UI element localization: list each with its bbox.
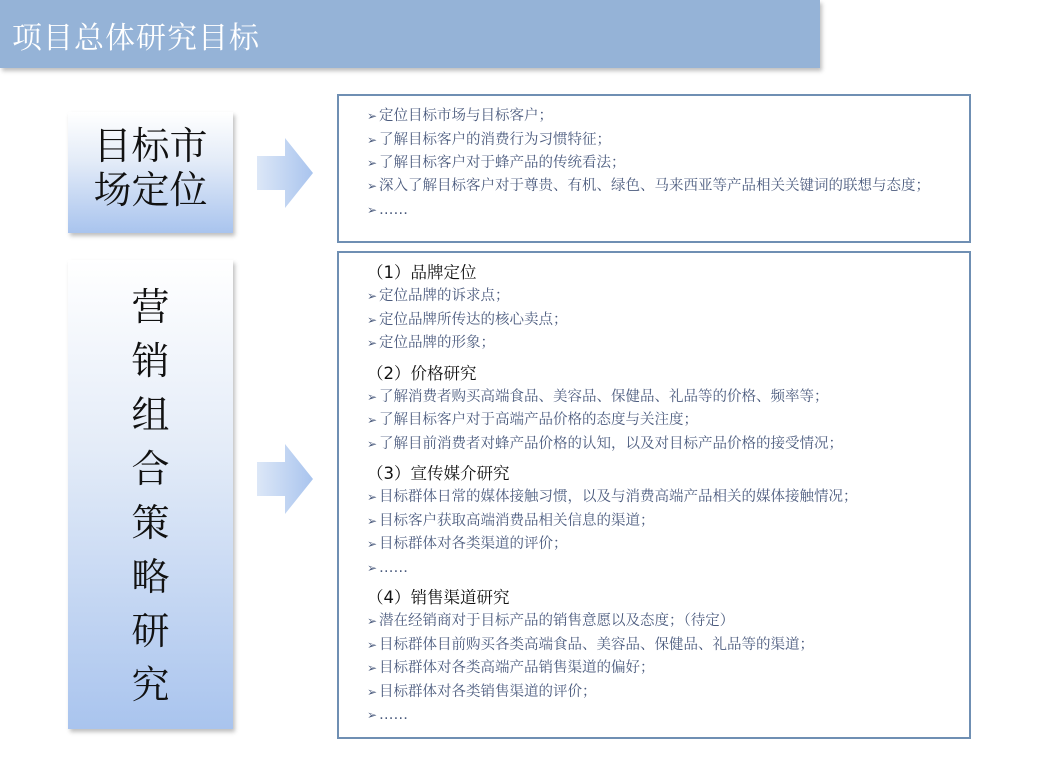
list-item: ➢ …… [367, 199, 959, 223]
marketing-mix-label [68, 260, 233, 729]
list-item: ➢ 了解目前消费者对蜂产品价格的认知，以及对目标产品价格的接受情况； [367, 433, 959, 457]
list-item: ➢ 潜在经销商对于目标产品的销售意愿以及态度；（待定） [367, 610, 959, 634]
marketing-mix-label-char: 组 [131, 393, 170, 437]
title-banner [0, 0, 820, 68]
list-item: ➢ 定位品牌的诉求点； [367, 285, 959, 309]
section-heading-brand: （1）品牌定位 [367, 263, 477, 282]
right-arrow-icon [257, 444, 313, 514]
section-heading-media: （3）宣传媒介研究 [367, 464, 510, 483]
marketing-mix-box [337, 251, 971, 739]
list-item: ➢ 了解目标客户的消费行为习惯特征； [367, 129, 959, 153]
list-item: ➢ 了解目标客户对于蜂产品的传统看法； [367, 152, 959, 176]
list-item: ➢ 目标群体对各类渠道的评价； [367, 533, 959, 557]
marketing-mix-label-char: 研 [131, 609, 170, 653]
target-market-box [337, 94, 971, 243]
target-market-label-line-1: 目标市 [93, 124, 208, 168]
section-heading-channel: （4）销售渠道研究 [367, 588, 510, 607]
list-item: ➢ 定位品牌的形象； [367, 332, 959, 356]
list-item: ➢ 了解目标客户对于高端产品价格的态度与关注度； [367, 409, 959, 433]
page-title: 项目总体研究目标 [12, 21, 260, 56]
marketing-mix-label-char: 略 [131, 555, 170, 599]
section-heading-price: （2）价格研究 [367, 363, 477, 383]
right-arrow-icon [257, 138, 313, 208]
list-item: ➢ 目标群体日常的媒体接触习惯，以及与消费高端产品相关的媒体接触情况； [367, 486, 959, 510]
marketing-mix-label-char: 究 [131, 663, 170, 707]
list-item: ➢ 定位品牌所传达的核心卖点； [367, 309, 959, 333]
marketing-mix-label-char: 营 [131, 285, 170, 329]
marketing-mix-label-char: 合 [131, 447, 170, 491]
list-item: ➢ …… [367, 704, 959, 728]
list-item: ➢ 目标群体目前购买各类高端食品、美容品、保健品、礼品等的渠道； [367, 634, 959, 658]
target-market-label-line-2: 场定位 [93, 168, 208, 212]
marketing-mix-label-char: 策 [131, 501, 170, 545]
target-market-label [68, 112, 233, 233]
list-item: ➢ …… [367, 557, 959, 581]
marketing-mix-label-char: 销 [131, 339, 170, 383]
list-item: ➢ 定位目标市场与目标客户； [367, 105, 959, 129]
list-item: ➢ 了解消费者购买高端食品、美容品、保健品、礼品等的价格、频率等； [367, 386, 959, 410]
list-item: ➢ 目标群体对各类高端产品销售渠道的偏好； [367, 657, 959, 681]
list-item: ➢ 深入了解目标客户对于尊贵、有机、绿色、马来西亚等产品相关关键词的联想与态度； [367, 176, 959, 199]
list-item: ➢ 目标群体对各类销售渠道的评价； [367, 681, 959, 705]
list-item: ➢ 目标客户获取高端消费品相关信息的渠道； [367, 510, 959, 534]
